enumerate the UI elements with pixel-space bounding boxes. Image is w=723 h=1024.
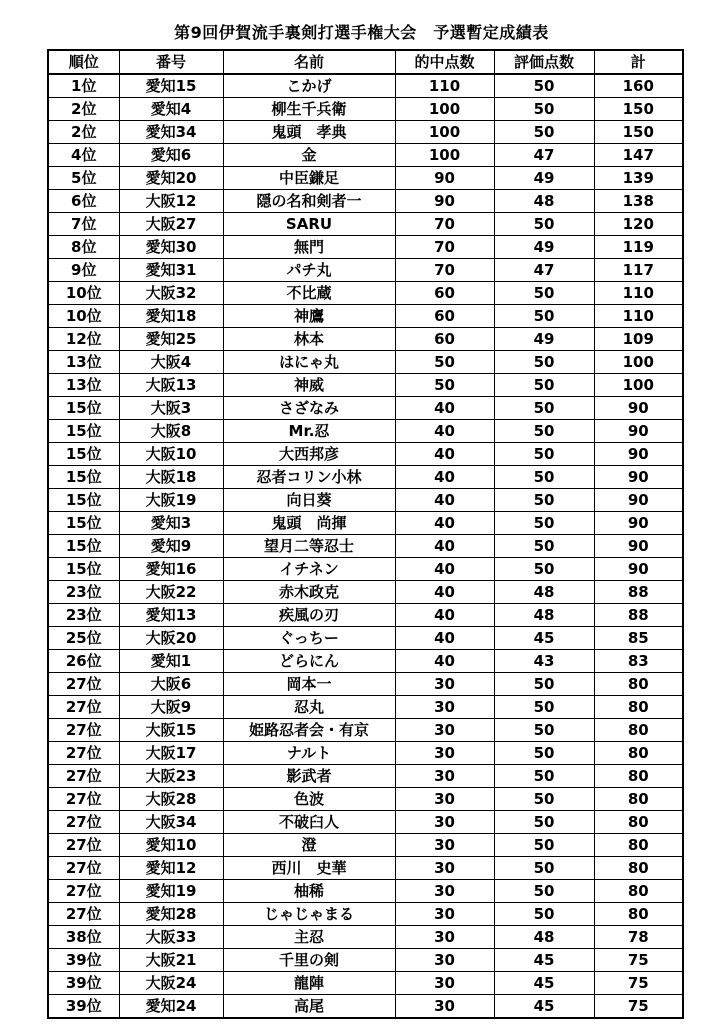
name-cell: 不比蔵 bbox=[223, 282, 395, 305]
table-row bbox=[48, 650, 683, 673]
hit-points-cell: 30 bbox=[395, 949, 494, 972]
total-cell: 110 bbox=[594, 282, 683, 305]
total-cell: 138 bbox=[594, 190, 683, 213]
hit-points-cell: 40 bbox=[395, 443, 494, 466]
rank-cell: 1位 bbox=[48, 74, 119, 98]
hit-points-cell: 30 bbox=[395, 673, 494, 696]
evaluation-points-cell: 50 bbox=[494, 857, 594, 880]
evaluation-points-cell: 50 bbox=[494, 374, 594, 397]
total-cell: 85 bbox=[594, 627, 683, 650]
page-title: 第9回伊賀流手裏剣打選手権大会 予選暫定成績表 bbox=[174, 23, 549, 42]
rank-cell: 15位 bbox=[48, 489, 119, 512]
rank-cell: 27位 bbox=[48, 765, 119, 788]
number-cell: 大阪33 bbox=[119, 926, 223, 949]
evaluation-points-cell: 50 bbox=[494, 282, 594, 305]
hit-points-cell: 30 bbox=[395, 903, 494, 926]
evaluation-points-cell: 49 bbox=[494, 236, 594, 259]
total-cell: 90 bbox=[594, 535, 683, 558]
name-cell: 隠の名和剣者一 bbox=[223, 190, 395, 213]
table-row bbox=[48, 673, 683, 696]
rank-cell: 39位 bbox=[48, 995, 119, 1019]
table-row bbox=[48, 880, 683, 903]
total-cell: 90 bbox=[594, 558, 683, 581]
total-cell: 75 bbox=[594, 949, 683, 972]
table-row bbox=[48, 144, 683, 167]
evaluation-points-cell: 50 bbox=[494, 305, 594, 328]
table-row bbox=[48, 328, 683, 351]
rank-cell: 26位 bbox=[48, 650, 119, 673]
evaluation-points-cell: 50 bbox=[494, 397, 594, 420]
column-header-hit-points: 的中点数 bbox=[395, 50, 494, 74]
total-cell: 119 bbox=[594, 236, 683, 259]
total-cell: 90 bbox=[594, 443, 683, 466]
evaluation-points-cell: 50 bbox=[494, 512, 594, 535]
number-cell: 大阪18 bbox=[119, 466, 223, 489]
evaluation-points-cell: 47 bbox=[494, 144, 594, 167]
rank-cell: 5位 bbox=[48, 167, 119, 190]
column-header-total: 計 bbox=[594, 50, 683, 74]
total-cell: 160 bbox=[594, 74, 683, 98]
evaluation-points-cell: 50 bbox=[494, 673, 594, 696]
hit-points-cell: 40 bbox=[395, 581, 494, 604]
hit-points-cell: 30 bbox=[395, 995, 494, 1019]
total-cell: 75 bbox=[594, 972, 683, 995]
number-cell: 愛知9 bbox=[119, 535, 223, 558]
number-cell: 愛知31 bbox=[119, 259, 223, 282]
table-row bbox=[48, 213, 683, 236]
evaluation-points-cell: 50 bbox=[494, 466, 594, 489]
table-row bbox=[48, 74, 683, 98]
name-cell: 龍陣 bbox=[223, 972, 395, 995]
rank-cell: 10位 bbox=[48, 282, 119, 305]
total-cell: 80 bbox=[594, 880, 683, 903]
table-row bbox=[48, 765, 683, 788]
rank-cell: 27位 bbox=[48, 673, 119, 696]
hit-points-cell: 100 bbox=[395, 144, 494, 167]
rank-cell: 15位 bbox=[48, 420, 119, 443]
evaluation-points-cell: 50 bbox=[494, 811, 594, 834]
hit-points-cell: 70 bbox=[395, 213, 494, 236]
rank-cell: 10位 bbox=[48, 305, 119, 328]
name-cell: 岡本一 bbox=[223, 673, 395, 696]
name-cell: 西川 史華 bbox=[223, 857, 395, 880]
total-cell: 78 bbox=[594, 926, 683, 949]
hit-points-cell: 40 bbox=[395, 420, 494, 443]
number-cell: 大阪32 bbox=[119, 282, 223, 305]
number-cell: 大阪8 bbox=[119, 420, 223, 443]
number-cell: 愛知28 bbox=[119, 903, 223, 926]
table-row bbox=[48, 834, 683, 857]
table-row bbox=[48, 259, 683, 282]
hit-points-cell: 90 bbox=[395, 190, 494, 213]
evaluation-points-cell: 48 bbox=[494, 604, 594, 627]
evaluation-points-cell: 50 bbox=[494, 880, 594, 903]
hit-points-cell: 70 bbox=[395, 259, 494, 282]
number-cell: 愛知10 bbox=[119, 834, 223, 857]
evaluation-points-cell: 48 bbox=[494, 926, 594, 949]
number-cell: 大阪17 bbox=[119, 742, 223, 765]
total-cell: 88 bbox=[594, 604, 683, 627]
column-header-number: 番号 bbox=[119, 50, 223, 74]
name-cell: じゃじゃまる bbox=[223, 903, 395, 926]
table-row bbox=[48, 903, 683, 926]
table-row bbox=[48, 995, 683, 1019]
hit-points-cell: 40 bbox=[395, 604, 494, 627]
name-cell: 大西邦彦 bbox=[223, 443, 395, 466]
column-header-name: 名前 bbox=[223, 50, 395, 74]
total-cell: 80 bbox=[594, 788, 683, 811]
number-cell: 愛知20 bbox=[119, 167, 223, 190]
number-cell: 大阪10 bbox=[119, 443, 223, 466]
number-cell: 大阪9 bbox=[119, 696, 223, 719]
number-cell: 大阪21 bbox=[119, 949, 223, 972]
hit-points-cell: 40 bbox=[395, 650, 494, 673]
number-cell: 大阪19 bbox=[119, 489, 223, 512]
table-row bbox=[48, 489, 683, 512]
total-cell: 90 bbox=[594, 512, 683, 535]
name-cell: 望月二等忍士 bbox=[223, 535, 395, 558]
rank-cell: 4位 bbox=[48, 144, 119, 167]
table-row bbox=[48, 374, 683, 397]
total-cell: 88 bbox=[594, 581, 683, 604]
evaluation-points-cell: 50 bbox=[494, 558, 594, 581]
total-cell: 110 bbox=[594, 305, 683, 328]
number-cell: 愛知34 bbox=[119, 121, 223, 144]
hit-points-cell: 90 bbox=[395, 167, 494, 190]
total-cell: 80 bbox=[594, 719, 683, 742]
table-row bbox=[48, 949, 683, 972]
rank-cell: 15位 bbox=[48, 512, 119, 535]
evaluation-points-cell: 43 bbox=[494, 650, 594, 673]
name-cell: さざなみ bbox=[223, 397, 395, 420]
number-cell: 大阪24 bbox=[119, 972, 223, 995]
hit-points-cell: 30 bbox=[395, 857, 494, 880]
number-cell: 愛知1 bbox=[119, 650, 223, 673]
table-row bbox=[48, 305, 683, 328]
hit-points-cell: 50 bbox=[395, 351, 494, 374]
number-cell: 大阪34 bbox=[119, 811, 223, 834]
rank-cell: 27位 bbox=[48, 857, 119, 880]
table-row bbox=[48, 512, 683, 535]
table-row bbox=[48, 121, 683, 144]
total-cell: 120 bbox=[594, 213, 683, 236]
name-cell: 主忍 bbox=[223, 926, 395, 949]
evaluation-points-cell: 47 bbox=[494, 259, 594, 282]
rank-cell: 23位 bbox=[48, 604, 119, 627]
rank-cell: 23位 bbox=[48, 581, 119, 604]
hit-points-cell: 70 bbox=[395, 236, 494, 259]
hit-points-cell: 100 bbox=[395, 98, 494, 121]
hit-points-cell: 40 bbox=[395, 535, 494, 558]
name-cell: 鬼頭 孝典 bbox=[223, 121, 395, 144]
evaluation-points-cell: 45 bbox=[494, 995, 594, 1019]
column-header-evaluation-points: 評価点数 bbox=[494, 50, 594, 74]
evaluation-points-cell: 50 bbox=[494, 696, 594, 719]
name-cell: はにゃ丸 bbox=[223, 351, 395, 374]
evaluation-points-cell: 48 bbox=[494, 581, 594, 604]
table-row bbox=[48, 604, 683, 627]
hit-points-cell: 110 bbox=[395, 74, 494, 98]
number-cell: 愛知24 bbox=[119, 995, 223, 1019]
table-row bbox=[48, 420, 683, 443]
evaluation-points-cell: 50 bbox=[494, 121, 594, 144]
name-cell: ナルト bbox=[223, 742, 395, 765]
rank-cell: 9位 bbox=[48, 259, 119, 282]
results-table bbox=[47, 49, 684, 1019]
table-row bbox=[48, 236, 683, 259]
table-row bbox=[48, 627, 683, 650]
name-cell: 疾風の刃 bbox=[223, 604, 395, 627]
number-cell: 大阪20 bbox=[119, 627, 223, 650]
total-cell: 139 bbox=[594, 167, 683, 190]
table-row bbox=[48, 696, 683, 719]
table-row bbox=[48, 351, 683, 374]
total-cell: 75 bbox=[594, 995, 683, 1019]
evaluation-points-cell: 45 bbox=[494, 972, 594, 995]
table-row bbox=[48, 98, 683, 121]
hit-points-cell: 30 bbox=[395, 765, 494, 788]
evaluation-points-cell: 50 bbox=[494, 74, 594, 98]
hit-points-cell: 100 bbox=[395, 121, 494, 144]
rank-cell: 13位 bbox=[48, 351, 119, 374]
rank-cell: 7位 bbox=[48, 213, 119, 236]
hit-points-cell: 40 bbox=[395, 627, 494, 650]
rank-cell: 39位 bbox=[48, 949, 119, 972]
name-cell: 澄 bbox=[223, 834, 395, 857]
hit-points-cell: 30 bbox=[395, 834, 494, 857]
rank-cell: 6位 bbox=[48, 190, 119, 213]
name-cell: どらにん bbox=[223, 650, 395, 673]
table-row bbox=[48, 535, 683, 558]
rank-cell: 27位 bbox=[48, 880, 119, 903]
evaluation-points-cell: 45 bbox=[494, 949, 594, 972]
column-header-rank: 順位 bbox=[48, 50, 119, 74]
table-row bbox=[48, 190, 683, 213]
results-body bbox=[48, 74, 683, 1018]
name-cell: 忍者コリン小林 bbox=[223, 466, 395, 489]
hit-points-cell: 30 bbox=[395, 811, 494, 834]
name-cell: こかげ bbox=[223, 74, 395, 98]
number-cell: 愛知6 bbox=[119, 144, 223, 167]
total-cell: 150 bbox=[594, 121, 683, 144]
total-cell: 80 bbox=[594, 811, 683, 834]
evaluation-points-cell: 50 bbox=[494, 742, 594, 765]
total-cell: 90 bbox=[594, 420, 683, 443]
rank-cell: 15位 bbox=[48, 535, 119, 558]
hit-points-cell: 40 bbox=[395, 397, 494, 420]
name-cell: 神鷹 bbox=[223, 305, 395, 328]
hit-points-cell: 30 bbox=[395, 696, 494, 719]
name-cell: 高尾 bbox=[223, 995, 395, 1019]
name-cell: 姫路忍者会・有京 bbox=[223, 719, 395, 742]
total-cell: 83 bbox=[594, 650, 683, 673]
evaluation-points-cell: 50 bbox=[494, 489, 594, 512]
total-cell: 80 bbox=[594, 857, 683, 880]
name-cell: 無門 bbox=[223, 236, 395, 259]
number-cell: 大阪4 bbox=[119, 351, 223, 374]
name-cell: ぐっちー bbox=[223, 627, 395, 650]
rank-cell: 27位 bbox=[48, 742, 119, 765]
hit-points-cell: 60 bbox=[395, 328, 494, 351]
evaluation-points-cell: 50 bbox=[494, 535, 594, 558]
hit-points-cell: 30 bbox=[395, 972, 494, 995]
number-cell: 愛知12 bbox=[119, 857, 223, 880]
name-cell: 林本 bbox=[223, 328, 395, 351]
rank-cell: 27位 bbox=[48, 811, 119, 834]
hit-points-cell: 60 bbox=[395, 305, 494, 328]
name-cell: 鬼頭 尚揮 bbox=[223, 512, 395, 535]
total-cell: 100 bbox=[594, 351, 683, 374]
table-row bbox=[48, 811, 683, 834]
name-cell: 千里の剣 bbox=[223, 949, 395, 972]
rank-cell: 25位 bbox=[48, 627, 119, 650]
name-cell: 金 bbox=[223, 144, 395, 167]
number-cell: 愛知4 bbox=[119, 98, 223, 121]
name-cell: イチネン bbox=[223, 558, 395, 581]
rank-cell: 13位 bbox=[48, 374, 119, 397]
name-cell: 影武者 bbox=[223, 765, 395, 788]
rank-cell: 12位 bbox=[48, 328, 119, 351]
table-row bbox=[48, 167, 683, 190]
rank-cell: 27位 bbox=[48, 696, 119, 719]
number-cell: 大阪27 bbox=[119, 213, 223, 236]
table-row bbox=[48, 719, 683, 742]
name-cell: 柚稀 bbox=[223, 880, 395, 903]
number-cell: 大阪15 bbox=[119, 719, 223, 742]
total-cell: 90 bbox=[594, 397, 683, 420]
evaluation-points-cell: 49 bbox=[494, 328, 594, 351]
hit-points-cell: 50 bbox=[395, 374, 494, 397]
total-cell: 80 bbox=[594, 696, 683, 719]
total-cell: 80 bbox=[594, 834, 683, 857]
name-cell: SARU bbox=[223, 213, 395, 236]
number-cell: 大阪13 bbox=[119, 374, 223, 397]
table-row bbox=[48, 926, 683, 949]
total-cell: 80 bbox=[594, 742, 683, 765]
rank-cell: 38位 bbox=[48, 926, 119, 949]
evaluation-points-cell: 45 bbox=[494, 627, 594, 650]
evaluation-points-cell: 48 bbox=[494, 190, 594, 213]
hit-points-cell: 40 bbox=[395, 512, 494, 535]
total-cell: 90 bbox=[594, 466, 683, 489]
rank-cell: 8位 bbox=[48, 236, 119, 259]
name-cell: 不破臼人 bbox=[223, 811, 395, 834]
table-row bbox=[48, 443, 683, 466]
hit-points-cell: 40 bbox=[395, 489, 494, 512]
rank-cell: 15位 bbox=[48, 466, 119, 489]
name-cell: Mr.忍 bbox=[223, 420, 395, 443]
name-cell: パチ丸 bbox=[223, 259, 395, 282]
table-row bbox=[48, 397, 683, 420]
hit-points-cell: 40 bbox=[395, 558, 494, 581]
total-cell: 150 bbox=[594, 98, 683, 121]
rank-cell: 2位 bbox=[48, 98, 119, 121]
number-cell: 大阪22 bbox=[119, 581, 223, 604]
total-cell: 117 bbox=[594, 259, 683, 282]
number-cell: 愛知13 bbox=[119, 604, 223, 627]
evaluation-points-cell: 50 bbox=[494, 351, 594, 374]
number-cell: 愛知15 bbox=[119, 74, 223, 98]
name-cell: 向日葵 bbox=[223, 489, 395, 512]
evaluation-points-cell: 50 bbox=[494, 98, 594, 121]
table-row bbox=[48, 581, 683, 604]
rank-cell: 27位 bbox=[48, 719, 119, 742]
evaluation-points-cell: 50 bbox=[494, 420, 594, 443]
table-row bbox=[48, 742, 683, 765]
table-row bbox=[48, 788, 683, 811]
number-cell: 大阪28 bbox=[119, 788, 223, 811]
total-cell: 80 bbox=[594, 673, 683, 696]
name-cell: 色波 bbox=[223, 788, 395, 811]
name-cell: 中臣鎌足 bbox=[223, 167, 395, 190]
name-cell: 忍丸 bbox=[223, 696, 395, 719]
name-cell: 神威 bbox=[223, 374, 395, 397]
name-cell: 赤木政克 bbox=[223, 581, 395, 604]
evaluation-points-cell: 50 bbox=[494, 788, 594, 811]
rank-cell: 15位 bbox=[48, 443, 119, 466]
evaluation-points-cell: 49 bbox=[494, 167, 594, 190]
rank-cell: 39位 bbox=[48, 972, 119, 995]
evaluation-points-cell: 50 bbox=[494, 213, 594, 236]
number-cell: 愛知25 bbox=[119, 328, 223, 351]
evaluation-points-cell: 50 bbox=[494, 834, 594, 857]
rank-cell: 2位 bbox=[48, 121, 119, 144]
table-row bbox=[48, 857, 683, 880]
evaluation-points-cell: 50 bbox=[494, 765, 594, 788]
rank-cell: 15位 bbox=[48, 397, 119, 420]
hit-points-cell: 30 bbox=[395, 719, 494, 742]
table-row bbox=[48, 972, 683, 995]
total-cell: 90 bbox=[594, 489, 683, 512]
number-cell: 愛知18 bbox=[119, 305, 223, 328]
total-cell: 109 bbox=[594, 328, 683, 351]
evaluation-points-cell: 50 bbox=[494, 443, 594, 466]
table-header-row bbox=[48, 50, 683, 74]
name-cell: 柳生千兵衛 bbox=[223, 98, 395, 121]
number-cell: 大阪23 bbox=[119, 765, 223, 788]
number-cell: 大阪3 bbox=[119, 397, 223, 420]
number-cell: 愛知30 bbox=[119, 236, 223, 259]
rank-cell: 27位 bbox=[48, 788, 119, 811]
evaluation-points-cell: 50 bbox=[494, 903, 594, 926]
hit-points-cell: 30 bbox=[395, 880, 494, 903]
total-cell: 80 bbox=[594, 765, 683, 788]
rank-cell: 15位 bbox=[48, 558, 119, 581]
rank-cell: 27位 bbox=[48, 903, 119, 926]
number-cell: 愛知16 bbox=[119, 558, 223, 581]
number-cell: 大阪6 bbox=[119, 673, 223, 696]
table-row bbox=[48, 558, 683, 581]
number-cell: 愛知19 bbox=[119, 880, 223, 903]
number-cell: 愛知3 bbox=[119, 512, 223, 535]
total-cell: 80 bbox=[594, 903, 683, 926]
hit-points-cell: 60 bbox=[395, 282, 494, 305]
total-cell: 100 bbox=[594, 374, 683, 397]
total-cell: 147 bbox=[594, 144, 683, 167]
rank-cell: 27位 bbox=[48, 834, 119, 857]
hit-points-cell: 30 bbox=[395, 788, 494, 811]
table-row bbox=[48, 282, 683, 305]
table-row bbox=[48, 466, 683, 489]
hit-points-cell: 30 bbox=[395, 742, 494, 765]
hit-points-cell: 30 bbox=[395, 926, 494, 949]
number-cell: 大阪12 bbox=[119, 190, 223, 213]
hit-points-cell: 40 bbox=[395, 466, 494, 489]
evaluation-points-cell: 50 bbox=[494, 719, 594, 742]
